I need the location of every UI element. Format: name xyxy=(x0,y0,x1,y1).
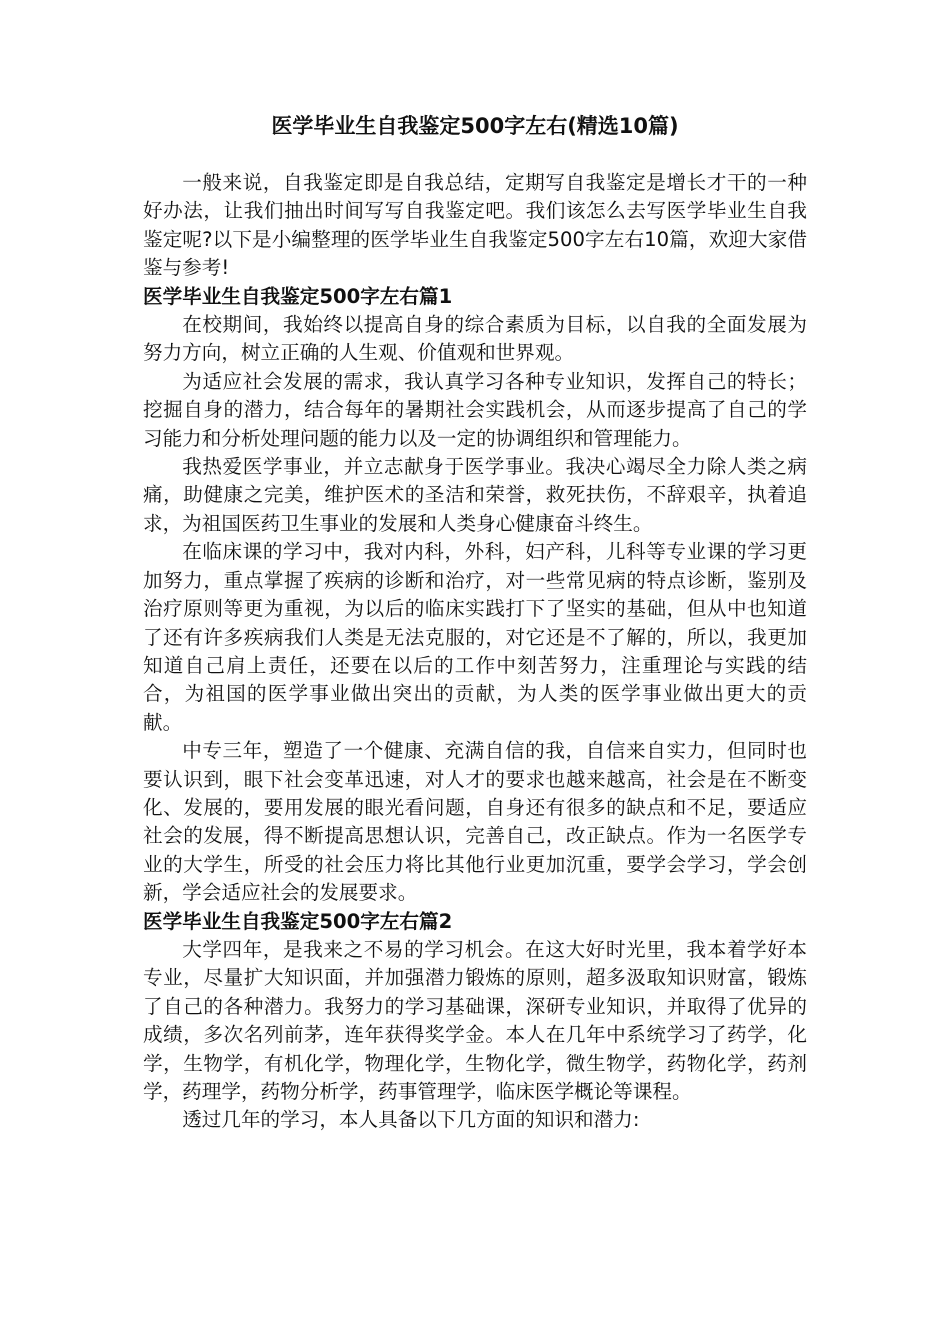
paragraph: 在校期间，我始终以提高自身的综合素质为目标，以自我的全面发展为努力方向，树立正确的人生观、价值观和世界观。 xyxy=(143,313,807,365)
paragraph: 中专三年，塑造了一个健康、充满自信的我，自信来自实力，但同时也要认识到，眼下社会变革迅速，对人才的要求也越来越高，社会是在不断变化、发展的，要用发展的眼光看问题，自身还有很多的缺点和不足，要适应社会的发展，得不断提高思想认识，完善自己，改正缺点。作为一名医学专业的大学生，所受的社会压力将比其他行业更加沉重，要学会学习，学会创新，学会适应社会的发展要求。 xyxy=(143,739,807,905)
section-2 xyxy=(143,908,807,1135)
intro-paragraph: 一般来说，自我鉴定即是自我总结，定期写自我鉴定是增长才干的一种好办法，让我们抽出时间写写自我鉴定吧。我们该怎么去写医学毕业生自我鉴定呢?以下是小编整理的医学毕业生自我鉴定500字左右10篇，欢迎大家借鉴与参考! xyxy=(143,171,807,280)
paragraph: 为适应社会发展的需求，我认真学习各种专业知识，发挥自己的特长；挖掘自身的潜力，结合每年的暑期社会实践机会，从而逐步提高了自己的学习能力和分析处理问题的能力以及一定的协调组织和管理能力。 xyxy=(143,369,807,450)
document-title: 医学毕业生自我鉴定500字左右(精选10篇) xyxy=(271,114,679,138)
paragraph: 大学四年，是我来之不易的学习机会。在这大好时光里，我本着学好本专业，尽量扩大知识面，并加强潜力锻炼的原则，超多汲取知识财富，锻炼了自己的各种潜力。我努力的学习基础课，深研专业知识，并取得了优异的成绩，多次名列前茅，连年获得奖学金。本人在几年中系统学习了药学，化学，生物学，有机化学，物理化学，生物化学，微生物学，药物化学，药剂学，药理学，药物分析学，药事管理学，临床医学概论等课程。 xyxy=(143,937,807,1103)
section-heading: 医学毕业生自我鉴定500字左右篇1 xyxy=(143,284,453,308)
document-page xyxy=(143,112,807,1135)
paragraph: 在临床课的学习中，我对内科，外科，妇产科，儿科等专业课的学习更加努力，重点掌握了疾病的诊断和治疗，对一些常见病的特点诊断，鉴别及治疗原则等更为重视，为以后的临床实践打下了坚实的基础，但从中也知道了还有许多疾病我们人类是无法克服的，对它还是不了解的，所以，我更加知道自己肩上责任，还要在以后的工作中刻苦努力，注重理论与实践的结合，为祖国的医学事业做出突出的贡献，为人类的医学事业做出更大的贡献。 xyxy=(143,540,807,734)
section-1 xyxy=(143,283,807,908)
paragraph: 我热爱医学事业，并立志献身于医学事业。我决心竭尽全力除人类之病痛，助健康之完美，维护医术的圣洁和荣誉，救死扶伤，不辞艰辛，执着追求，为祖国医药卫生事业的发展和人类身心健康奋斗终生。 xyxy=(143,455,807,535)
paragraph: 透过几年的学习，本人具备以下几方面的知识和潜力: xyxy=(182,1108,640,1132)
section-heading: 医学毕业生自我鉴定500字左右篇2 xyxy=(143,909,453,933)
